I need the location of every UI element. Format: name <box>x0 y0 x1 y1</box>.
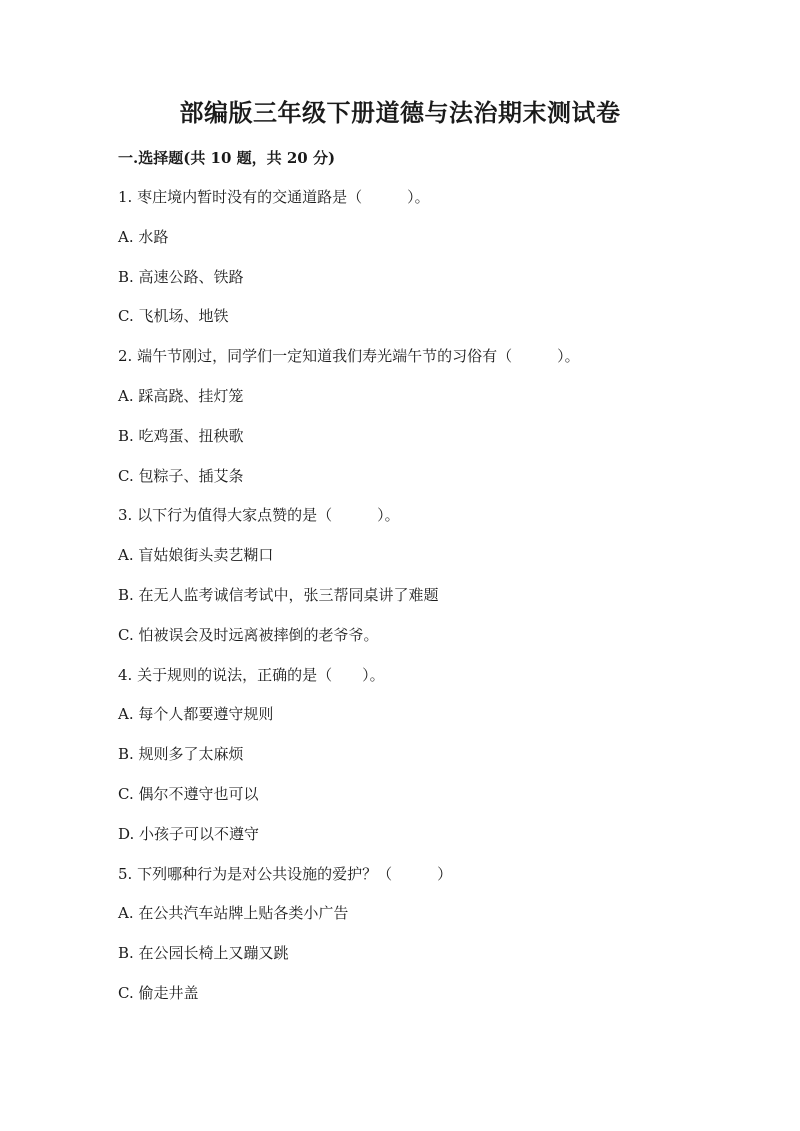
question-2-option-b: B. 吃鸡蛋、扭秧歌 <box>118 426 244 445</box>
question-1-option-a: A. 水路 <box>118 227 169 246</box>
question-5-option-b: B. 在公园长椅上又蹦又跳 <box>118 944 289 963</box>
question-4-option-a: A. 每个人都要遵守规则 <box>118 705 274 724</box>
question-3-option-b: B. 在无人监考诚信考试中，张三帮同桌讲了难题 <box>118 585 439 604</box>
question-3-stem: 3. 以下行为值得大家点赞的是（ ）。 <box>118 506 400 525</box>
question-4-option-b: B. 规则多了太麻烦 <box>118 745 244 764</box>
question-2-stem: 2. 端午节刚过，同学们一定知道我们寿光端午节的习俗有（ ）。 <box>118 347 580 366</box>
question-1-option-c: C. 飞机场、地铁 <box>118 307 229 326</box>
question-3-option-c: C. 怕被误会及时远离被摔倒的老爷爷。 <box>118 625 379 644</box>
question-3-option-a: A. 盲姑娘街头卖艺糊口 <box>118 546 274 565</box>
question-4-stem: 4. 关于规则的说法，正确的是（ ）。 <box>118 665 385 684</box>
question-2-option-c: C. 包粽子、插艾条 <box>118 466 244 485</box>
question-5-option-a: A. 在公共汽车站牌上贴各类小广告 <box>118 904 349 923</box>
question-1-option-b: B. 高速公路、铁路 <box>118 267 244 286</box>
page-title: 部编版三年级下册道德与法治期末测试卷 <box>179 98 621 127</box>
question-1-stem: 1. 枣庄境内暂时没有的交通道路是（ ）。 <box>118 188 430 206</box>
question-2-option-a: A. 踩高跷、挂灯笼 <box>118 386 244 405</box>
question-5-stem: 5. 下列哪种行为是对公共设施的爱护？（ ） <box>118 864 453 883</box>
section-heading: 一.选择题(共 10 题，共 20 分) <box>118 149 336 167</box>
question-4-option-c: C. 偶尔不遵守也可以 <box>118 784 259 803</box>
question-list <box>118 185 718 1021</box>
question-4-option-d: D. 小孩子可以不遵守 <box>118 824 260 843</box>
question-5-option-c: C. 偷走井盖 <box>118 983 199 1002</box>
